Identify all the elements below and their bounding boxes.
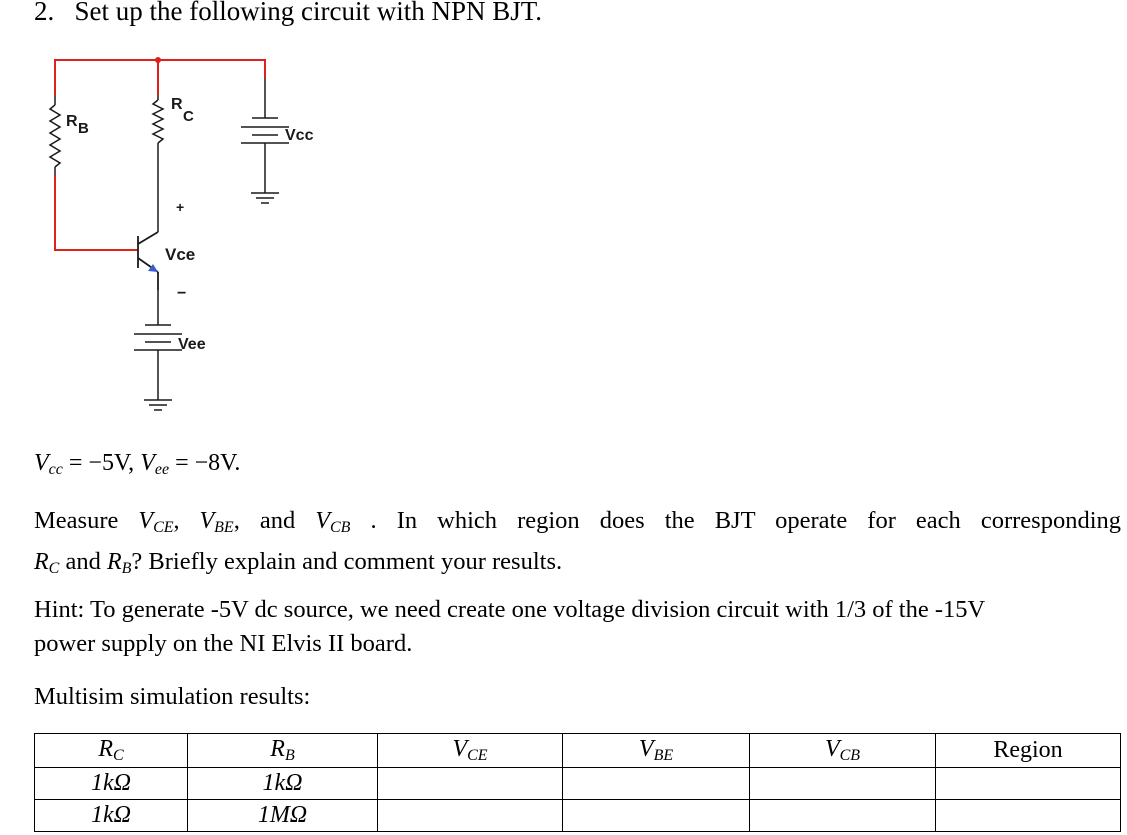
cell-vcb[interactable] (750, 800, 936, 832)
header-rb-subscript: B (284, 747, 295, 764)
vce-label: Vce (165, 245, 196, 264)
instruction-text-2: ? Briefly explain and comment your results. (131, 548, 563, 575)
header-rc-subscript: C (113, 747, 124, 764)
question-title (34, 0, 542, 27)
header-rc (35, 734, 188, 768)
cell-rc[interactable]: 1kΩ (35, 768, 188, 800)
vbe-subscript: BE (214, 519, 234, 536)
cell-rb[interactable]: 1kΩ (188, 768, 378, 800)
and-text-2: and (59, 548, 107, 575)
table-row (35, 800, 1121, 832)
header-rb (188, 734, 378, 768)
vce-subscript: CE (153, 519, 174, 536)
vee-symbol: V (140, 450, 155, 476)
results-heading: Multisim simulation results: (34, 683, 311, 710)
header-rc-symbol: R (98, 736, 113, 762)
npn-transistor (138, 232, 158, 290)
vcc-source (241, 78, 289, 203)
instruction-line-1 (34, 504, 1121, 545)
rb-subscript: B (121, 560, 132, 577)
vee-label: Vee (178, 336, 206, 353)
instruction-line-2 (34, 545, 1121, 586)
header-vbe (563, 734, 750, 768)
cell-region[interactable] (936, 768, 1121, 800)
header-vce-symbol: V (452, 736, 468, 762)
vee-subscript: ee (154, 461, 170, 478)
header-vcb-symbol: V (824, 736, 840, 762)
cell-region[interactable] (936, 800, 1121, 832)
comma-text: , (173, 508, 200, 534)
cell-vbe[interactable] (563, 768, 750, 800)
vcb-symbol: V (315, 508, 330, 534)
cell-vce[interactable] (378, 800, 563, 832)
header-vbe-symbol: V (638, 736, 654, 762)
vcc-value: = −5V, (62, 450, 141, 476)
header-vbe-subscript: BE (653, 747, 674, 764)
vee-value: = −8V. (169, 450, 241, 476)
cell-vbe[interactable] (563, 800, 750, 832)
minus-sign: − (177, 285, 187, 302)
vcc-subscript: cc (48, 461, 63, 478)
rc-sub-label: C (183, 108, 194, 125)
question-number: 2. (34, 0, 55, 26)
hint-paragraph (34, 593, 985, 661)
table-header-row (35, 734, 1121, 768)
cell-vcb[interactable] (750, 768, 936, 800)
header-vcb-subscript: CB (839, 747, 861, 764)
vce-symbol: V (138, 508, 154, 534)
plus-sign: + (176, 199, 185, 215)
cell-rc[interactable]: 1kΩ (35, 800, 188, 832)
vcc-label: Vcc (285, 127, 314, 144)
vcb-subscript: CB (330, 519, 351, 536)
hint-line-2: power supply on the NI Elvis II board. (34, 630, 413, 657)
header-region: Region (936, 734, 1121, 768)
vbe-symbol: V (199, 508, 215, 534)
table-row (35, 768, 1121, 800)
header-rb-symbol: R (270, 736, 285, 762)
circuit-schematic (0, 40, 400, 425)
vee-source (134, 290, 182, 410)
results-table (34, 733, 1121, 832)
circuit-wires (55, 60, 265, 250)
vcc-symbol: V (34, 450, 49, 476)
and-text: , and (233, 507, 316, 534)
hint-line-1: Hint: To generate -5V dc source, we need create one voltage division circuit with 1/3 of the -15V (34, 596, 986, 623)
instruction-text-1: . In which region does the BJT operate for each corresponding (370, 507, 1122, 534)
header-vcb (750, 734, 936, 768)
rc-label: R (171, 96, 183, 113)
rc-symbol: R (34, 549, 49, 575)
cell-vce[interactable] (378, 768, 563, 800)
rc-subscript: C (48, 560, 60, 577)
header-vce (378, 734, 563, 768)
junction-dot (155, 57, 161, 63)
rb-symbol: R (106, 549, 122, 575)
rb-resistor (50, 95, 60, 175)
cell-rb[interactable]: 1MΩ (188, 800, 378, 832)
rb-label: R (66, 113, 78, 130)
question-title-text: Set up the following circuit with NPN BJT. (74, 0, 542, 26)
instruction-paragraph (34, 504, 1121, 586)
rb-sub-label: B (78, 120, 89, 137)
header-vce-subscript: CE (467, 747, 488, 764)
rc-resistor (153, 95, 163, 232)
givens-line (34, 450, 240, 479)
measure-text: Measure (34, 507, 139, 534)
